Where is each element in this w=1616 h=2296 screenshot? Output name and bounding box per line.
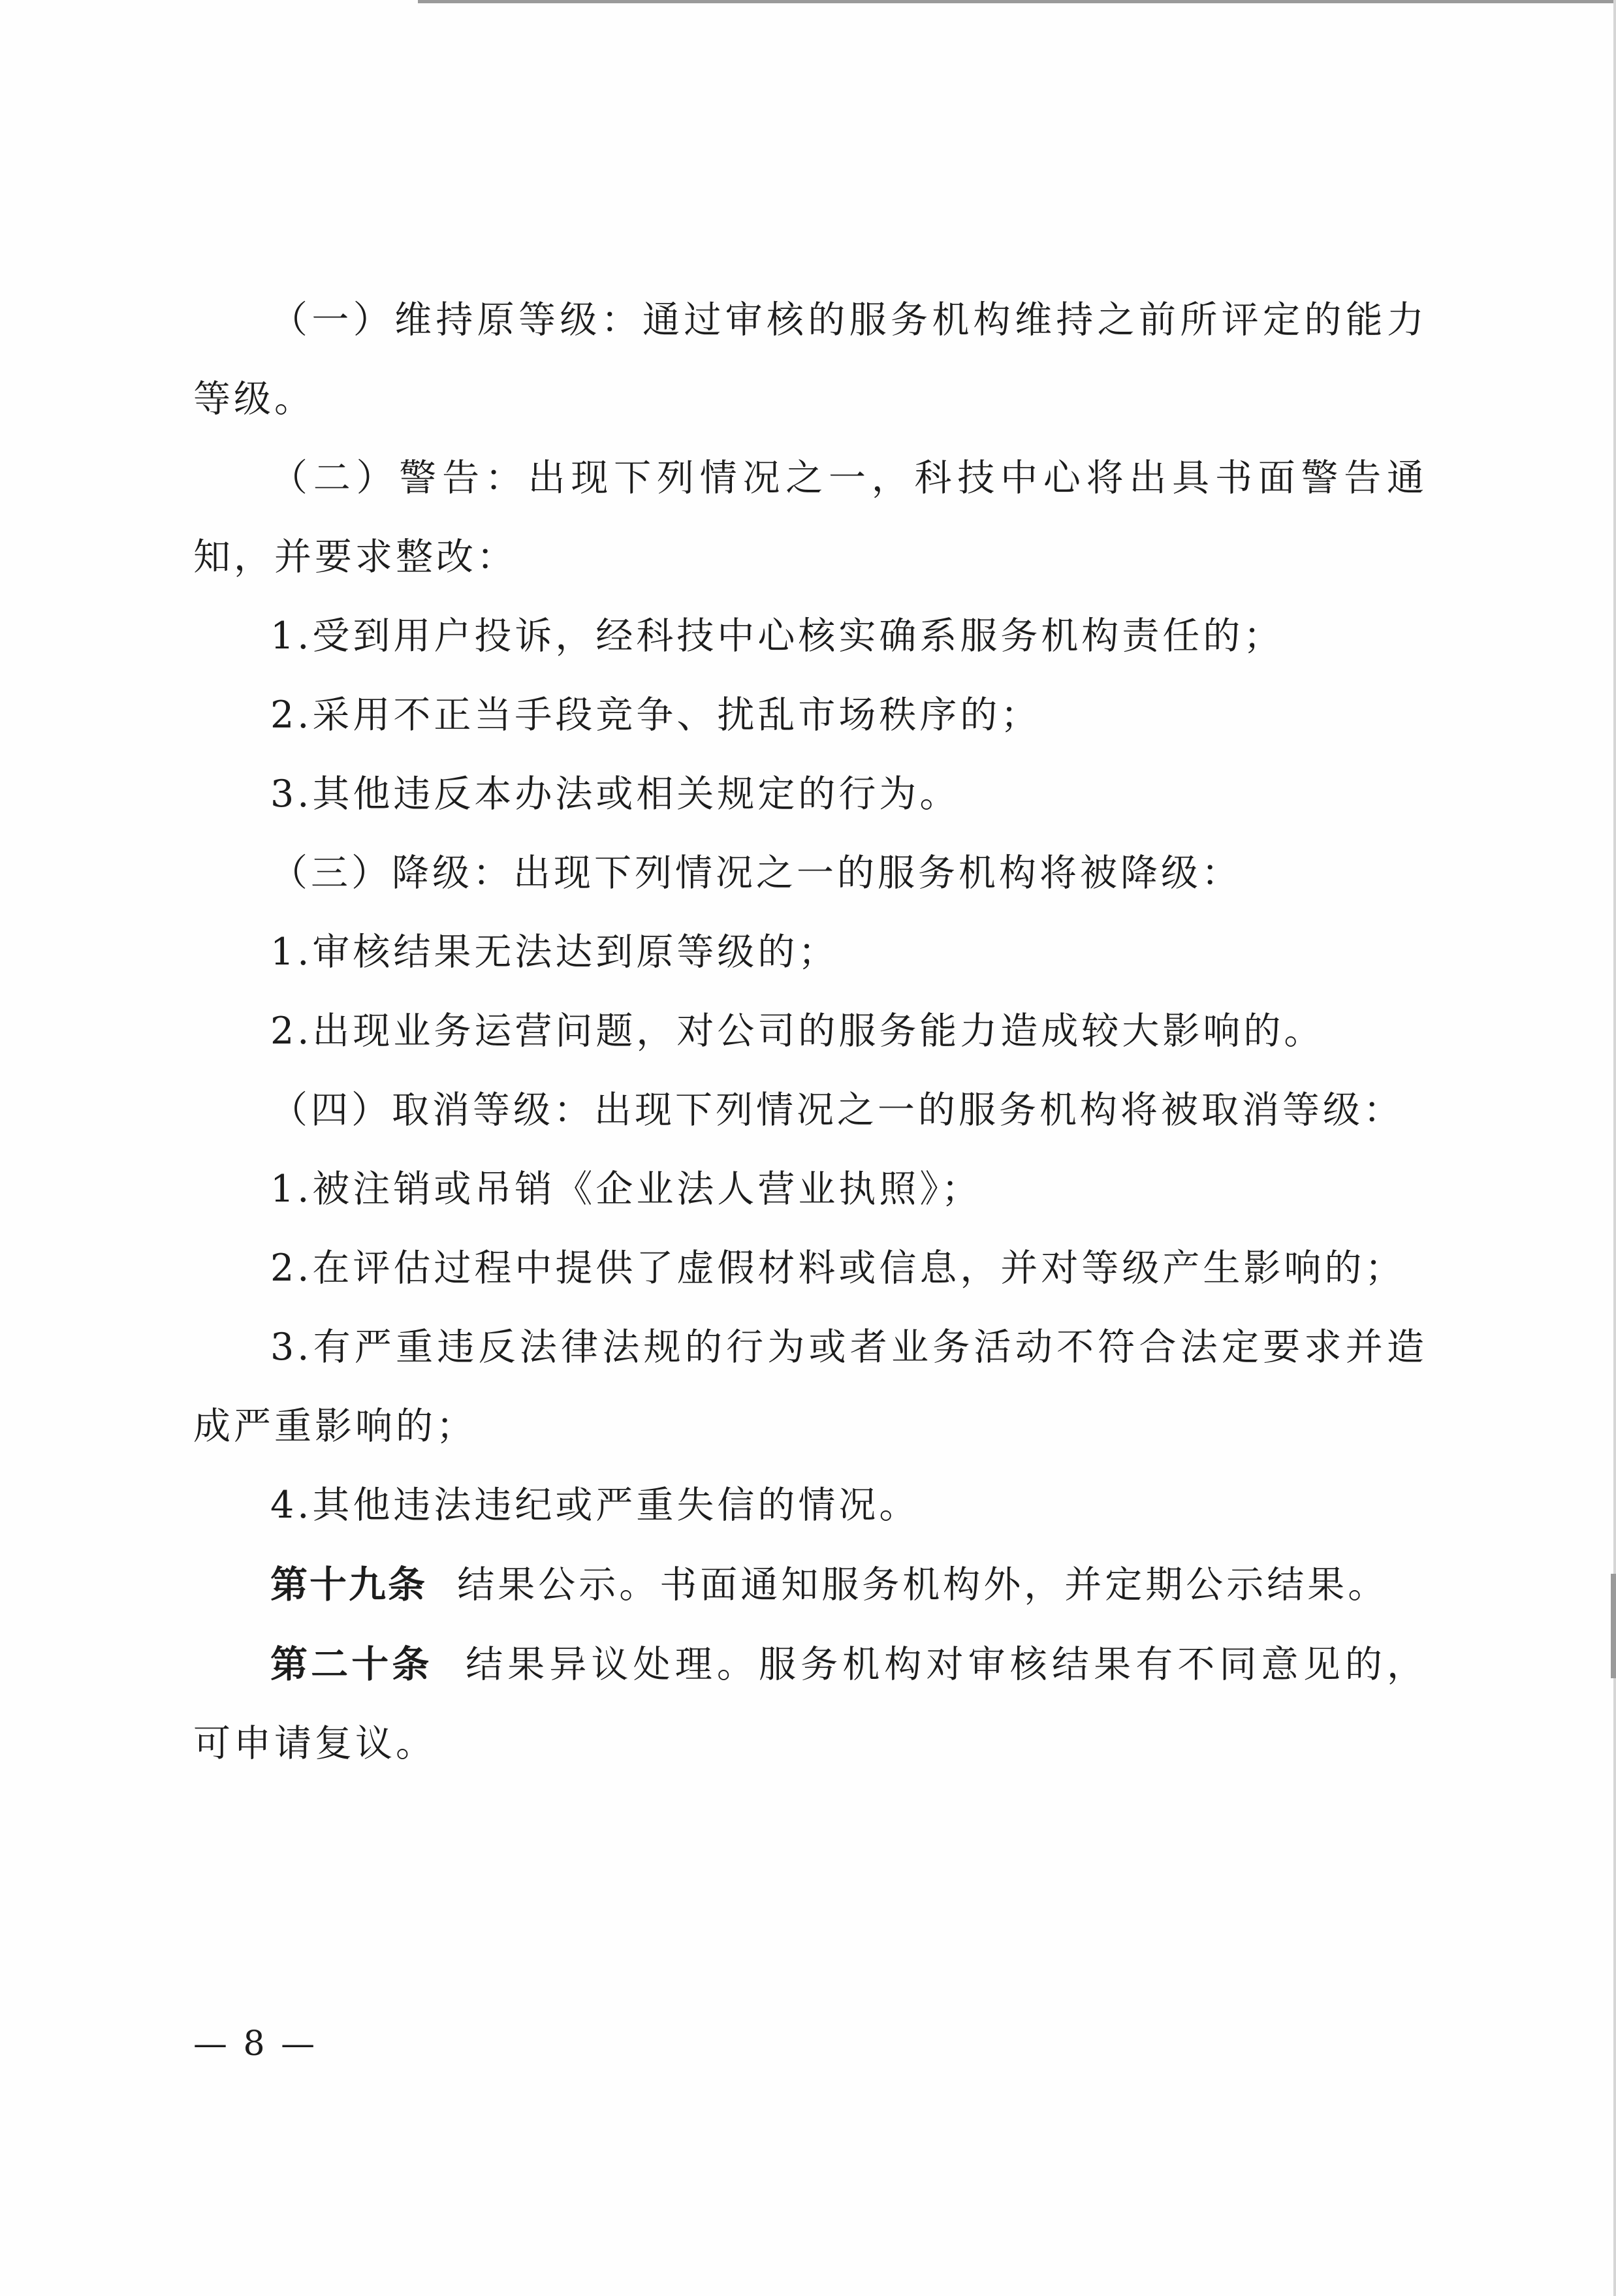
list-item: 4.其他违法违纪或严重失信的情况。 (270, 1484, 920, 1527)
list-item: 1.受到用户投诉，经科技中心核实确系服务机构责任的； (270, 614, 1284, 658)
paragraph-cancel-level: （四）取消等级：出现下列情况之一的服务机构将被取消等级： (270, 1089, 1404, 1132)
article-text: 结果公示。书面通知服务机构外，并定期公示结果。 (457, 1563, 1389, 1606)
list-item: 1.被注销或吊销《企业法人营业执照》； (270, 1168, 982, 1211)
article-number: 第十九条 (270, 1563, 427, 1606)
paragraph-warning: （二）警告：出现下列情况之一，科技中心将出具书面警告通知，并要求整改： (193, 456, 1427, 579)
list-item: 2.出现业务运营问题，对公司的服务能力造成较大影响的。 (270, 1010, 1325, 1053)
document-body (193, 281, 1427, 1783)
scan-mark-right (1611, 1574, 1616, 1678)
page-number: — 8 — (193, 2024, 318, 2064)
list-item: 1.审核结果无法达到原等级的； (270, 931, 839, 974)
paragraph-downgrade: （三）降级：出现下列情况之一的服务机构将被降级： (270, 852, 1242, 895)
article-20 (193, 1625, 1427, 1783)
article-number: 第二十条 (270, 1642, 433, 1686)
list-item: 2.在评估过程中提供了虚假材料或信息，并对等级产生影响的； (270, 1247, 1406, 1290)
list-item: 3.其他违反本办法或相关规定的行为。 (270, 773, 960, 816)
list-item: 2.采用不正当手段竞争、扰乱市场秩序的； (270, 694, 1041, 737)
article-19 (193, 1545, 1427, 1625)
article-text: 结果异议处理。服务机构对审核结果有不同意见的，可申请复议。 (193, 1643, 1428, 1765)
paragraph-maintain-level: （一）维持原等级：通过审核的服务机构维持之前所评定的能力等级。 (193, 298, 1427, 421)
scan-edge-right (1613, 0, 1616, 2296)
list-item: 3.有严重违反法律法规的行为或者业务活动不符合法定要求并造成严重影响的； (193, 1326, 1427, 1448)
scan-edge-top (418, 0, 1616, 3)
